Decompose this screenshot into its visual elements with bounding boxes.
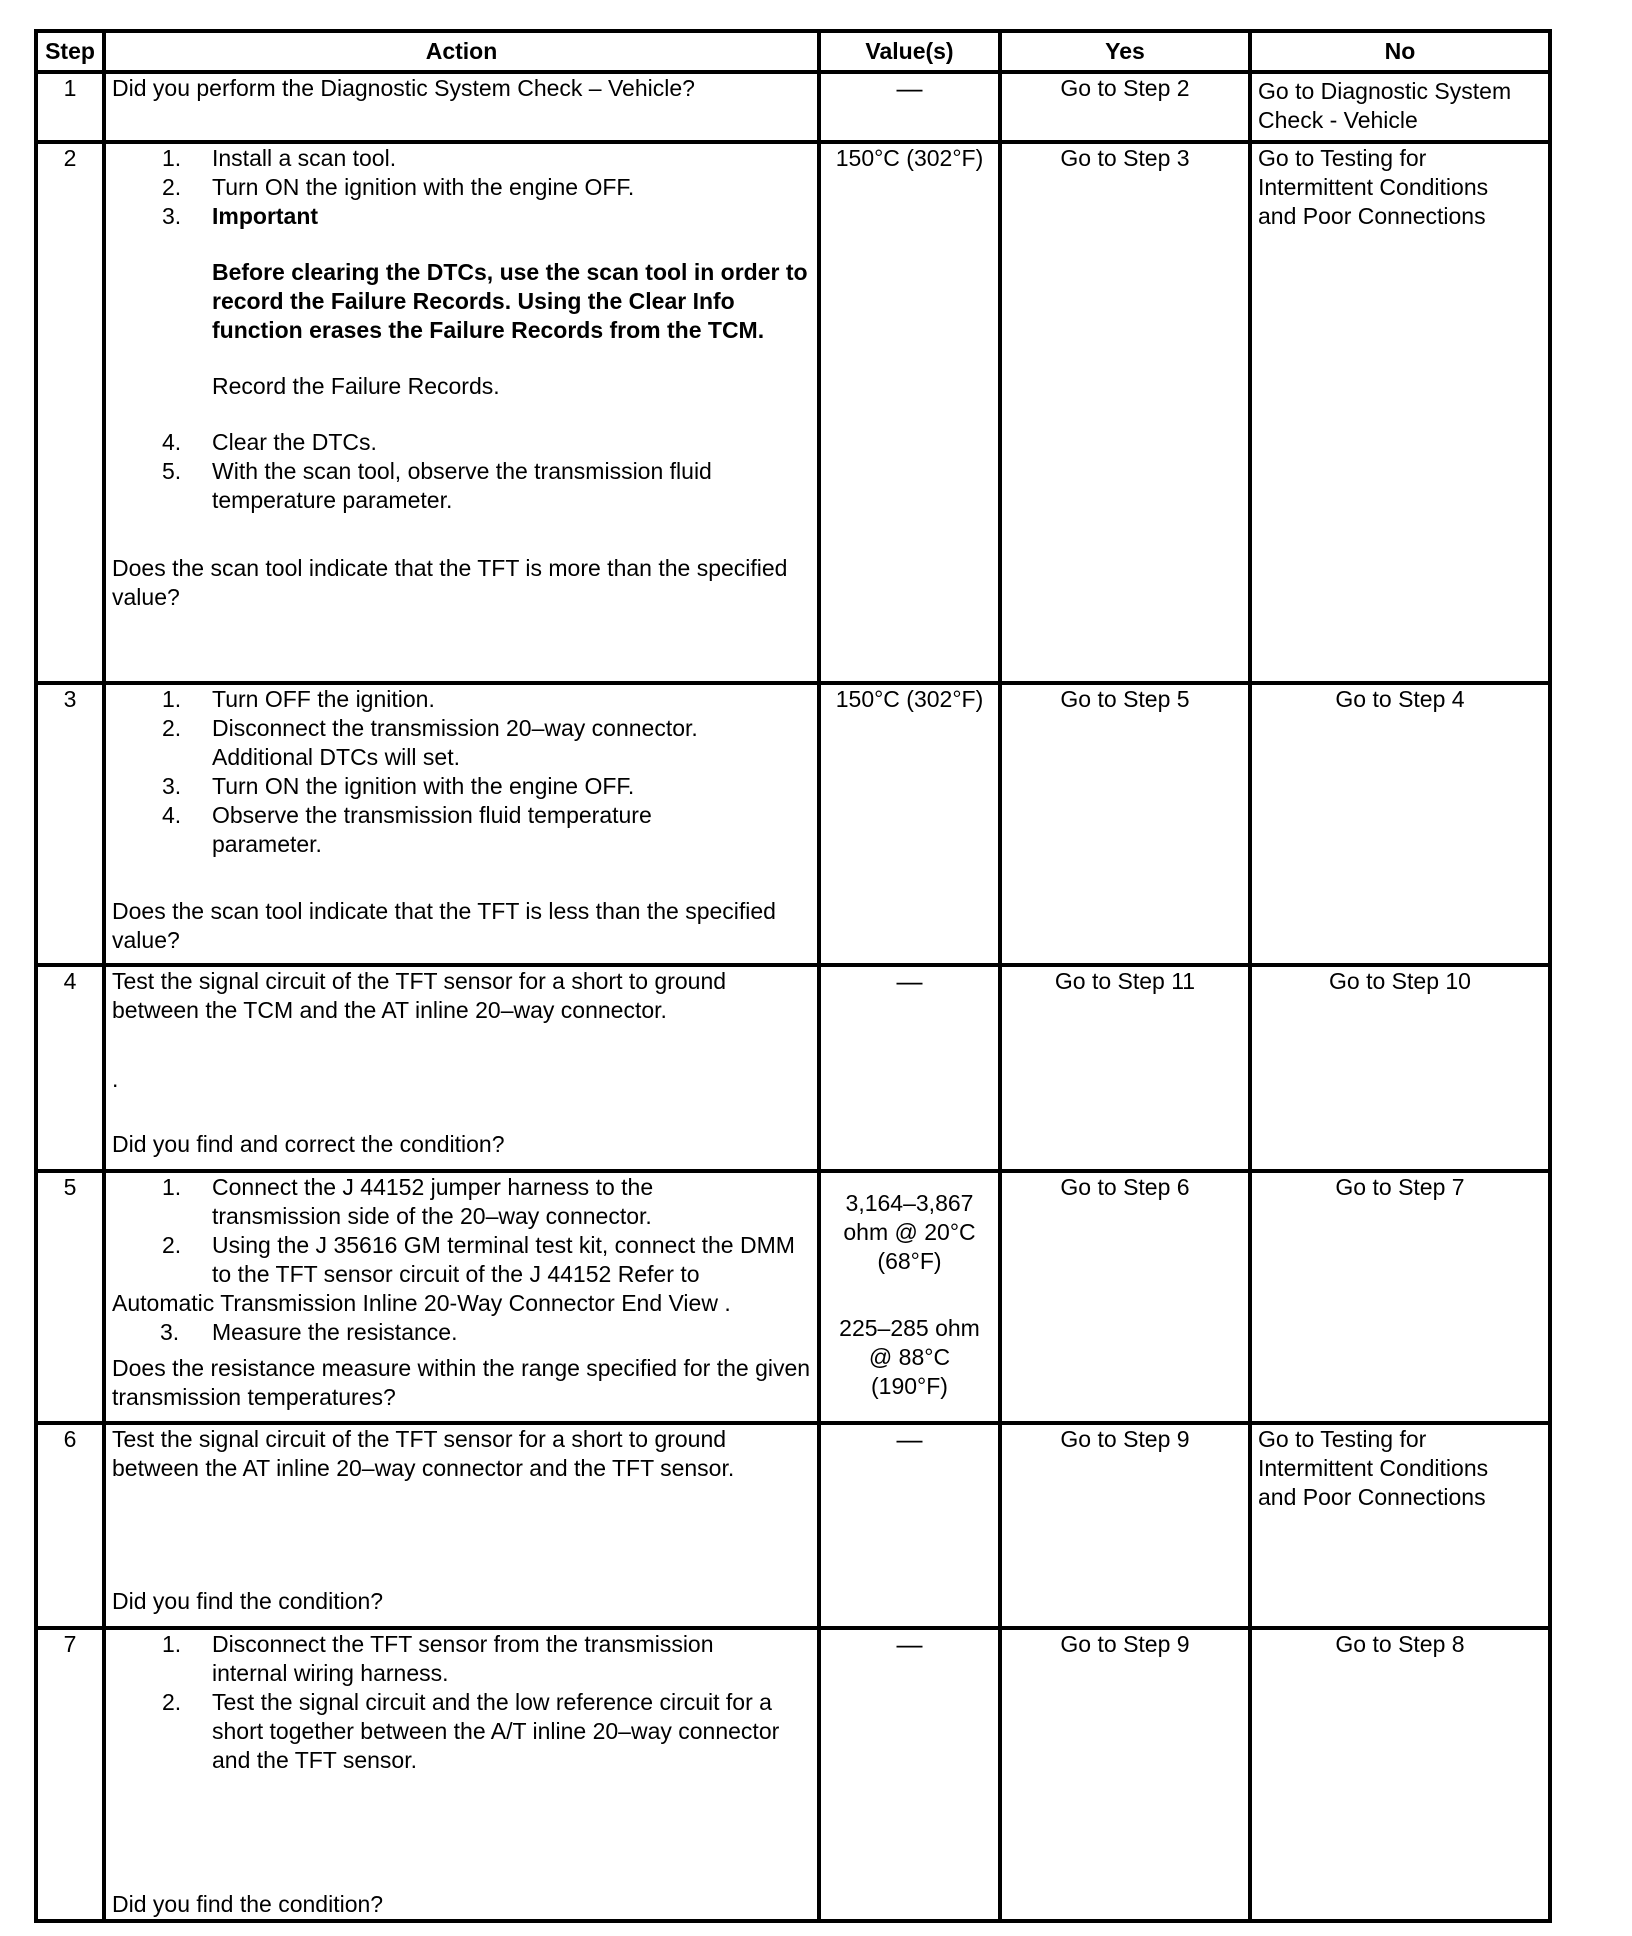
yes-cell: Go to Step 11 (1000, 965, 1250, 1171)
action-question: Does the scan tool indicate that the TFT is less than the specified value? (112, 898, 776, 953)
list-item (112, 1231, 811, 1289)
item-number: 3. (162, 203, 182, 229)
table-row-step-2 (36, 142, 1550, 683)
diagnostic-table (34, 29, 1552, 1923)
header-no: No (1250, 31, 1550, 72)
list-item (112, 1173, 811, 1231)
item-number: 1. (162, 1174, 182, 1200)
action-steps (112, 144, 811, 515)
step-number: 4 (36, 965, 104, 1171)
list-item (112, 428, 811, 457)
action-cell (104, 1423, 819, 1628)
no-cell: Go to Step 4 (1250, 683, 1550, 965)
action-steps (112, 1173, 811, 1289)
item-text: Turn ON the ignition with the engine OFF. (212, 174, 635, 200)
item-number: 4. (162, 429, 182, 455)
table-row-step-5 (36, 1171, 1550, 1423)
no-cell (1250, 72, 1550, 142)
table-row-step-4 (36, 965, 1550, 1171)
item-number: 1. (162, 145, 182, 171)
item-number: 2. (162, 174, 182, 200)
value-line: ohm @ 20°C (843, 1219, 976, 1245)
item-number: 1. (162, 686, 182, 712)
yes-cell: Go to Step 2 (1000, 72, 1250, 142)
no-line: Go to Testing for (1258, 1426, 1427, 1452)
list-item (112, 202, 811, 428)
item-number: 2. (162, 715, 182, 741)
no-line: and Poor Connections (1258, 1484, 1486, 1510)
action-steps (112, 685, 811, 859)
no-cell: Go to Step 10 (1250, 965, 1550, 1171)
table-row-step-7 (36, 1628, 1550, 1921)
action-text: Test the signal circuit of the TFT sensor for a short to ground between the TCM and the AT inline 20–way connector. (112, 968, 727, 1023)
value-cell: 150°C (302°F) (819, 683, 1000, 965)
action-question: Does the scan tool indicate that the TFT is more than the specified value? (112, 555, 788, 610)
item-text: Clear the DTCs. (212, 429, 377, 455)
value-cell: — (819, 965, 1000, 1171)
action-question: Did you find the condition? (112, 1891, 384, 1917)
header-yes: Yes (1000, 31, 1250, 72)
action-question: Did you find the condition? (112, 1588, 384, 1614)
item-number: 3. (162, 773, 182, 799)
step-number: 1 (36, 72, 104, 142)
value-line: 3,164–3,867 (845, 1190, 974, 1216)
value-cell: — (819, 1628, 1000, 1921)
item-text: Disconnect the transmission 20–way connector. Additional DTCs will set. (212, 715, 698, 770)
item-number: 3. (160, 1319, 180, 1345)
no-cell: Go to Step 8 (1250, 1628, 1550, 1921)
list-item (112, 714, 811, 772)
list-item (112, 772, 811, 801)
item-text: Test the signal circuit and the low reference circuit for a short together between the A/T inline 20–way connector and the TFT sensor. (212, 1689, 780, 1773)
action-cell (104, 683, 819, 965)
yes-cell: Go to Step 9 (1000, 1423, 1250, 1628)
item-text: Install a scan tool. (212, 145, 397, 171)
item-number: 4. (162, 802, 182, 828)
item-text: Measure the resistance. (212, 1319, 458, 1345)
no-line: Intermittent Conditions (1258, 1455, 1489, 1481)
value-cell: — (819, 72, 1000, 142)
no-line: Intermittent Conditions (1258, 174, 1489, 200)
header-row (36, 31, 1550, 72)
item-text: Disconnect the TFT sensor from the transmission internal wiring harness. (212, 1631, 714, 1686)
step-number: 5 (36, 1171, 104, 1423)
item-number: 1. (162, 1631, 182, 1657)
list-item (112, 801, 811, 859)
action-cell (104, 142, 819, 683)
item-text: Observe the transmission fluid temperature parameter. (212, 802, 652, 857)
reference-link[interactable]: Automatic Transmission Inline 20-Way Connector End View . (112, 1290, 731, 1316)
item-number: 5. (162, 458, 182, 484)
action-steps (112, 1318, 811, 1347)
action-cell (104, 965, 819, 1171)
action-steps (112, 1630, 811, 1775)
yes-cell: Go to Step 5 (1000, 683, 1250, 965)
no-cell (1250, 1423, 1550, 1628)
important-note: Before clearing the DTCs, use the scan tool in order to record the Failure Records. Using the Clear Info function erases the Failure Records from the TCM. (212, 259, 808, 343)
list-item (112, 457, 811, 515)
action-question: Does the resistance measure within the range specified for the given transmission temperatures? (112, 1355, 811, 1410)
action-question: Did you perform the Diagnostic System Check – Vehicle? (112, 75, 695, 101)
yes-cell: Go to Step 3 (1000, 142, 1250, 683)
yes-cell: Go to Step 9 (1000, 1628, 1250, 1921)
value-cell: — (819, 1423, 1000, 1628)
value-line: (68°F) (877, 1248, 942, 1274)
item-text: Connect the J 44152 jumper harness to the transmission side of the 20–way connector. (212, 1174, 654, 1229)
header-step: Step (36, 31, 104, 72)
value-cell (819, 1171, 1000, 1423)
value-line: @ 88°C (868, 1344, 951, 1370)
table-row-step-6 (36, 1423, 1550, 1628)
list-item (112, 144, 811, 173)
no-cell: Go to Step 7 (1250, 1171, 1550, 1423)
action-cell (104, 1171, 819, 1423)
step-number: 2 (36, 142, 104, 683)
item-text: Turn ON the ignition with the engine OFF. (212, 773, 635, 799)
list-item (112, 1630, 811, 1688)
list-item (112, 173, 811, 202)
step-number: 3 (36, 683, 104, 965)
important-label: Important (212, 203, 319, 229)
action-dot: . (112, 1066, 119, 1092)
no-cell (1250, 142, 1550, 683)
step-number: 6 (36, 1423, 104, 1628)
table-row-step-1 (36, 72, 1550, 142)
item-number: 2. (162, 1232, 182, 1258)
list-item (112, 1318, 811, 1347)
value-line: (190°F) (871, 1373, 948, 1399)
action-cell (104, 72, 819, 142)
value-line: 225–285 ohm (839, 1315, 980, 1341)
no-line: Check - Vehicle (1258, 107, 1418, 133)
action-cell (104, 1628, 819, 1921)
yes-cell: Go to Step 6 (1000, 1171, 1250, 1423)
header-action: Action (104, 31, 819, 72)
item-text: Turn OFF the ignition. (212, 686, 435, 712)
item-text: Using the J 35616 GM terminal test kit, connect the DMM to the TFT sensor circuit of the J 44152 Refer to (212, 1232, 795, 1287)
item-number: 2. (162, 1689, 182, 1715)
no-line: and Poor Connections (1258, 203, 1486, 229)
table-row-step-3 (36, 683, 1550, 965)
header-values: Value(s) (819, 31, 1000, 72)
value-cell: 150°C (302°F) (819, 142, 1000, 683)
no-line: Go to Diagnostic System (1258, 78, 1512, 104)
list-item (112, 1688, 811, 1775)
action-question: Did you find and correct the condition? (112, 1131, 505, 1157)
action-text: Test the signal circuit of the TFT sensor for a short to ground between the AT inline 20–way connector and the TFT sensor. (112, 1426, 735, 1481)
list-item (112, 685, 811, 714)
record-note: Record the Failure Records. (212, 373, 500, 399)
step-number: 7 (36, 1628, 104, 1921)
no-line: Go to Testing for (1258, 145, 1427, 171)
item-text: With the scan tool, observe the transmission fluid temperature parameter. (212, 458, 712, 513)
